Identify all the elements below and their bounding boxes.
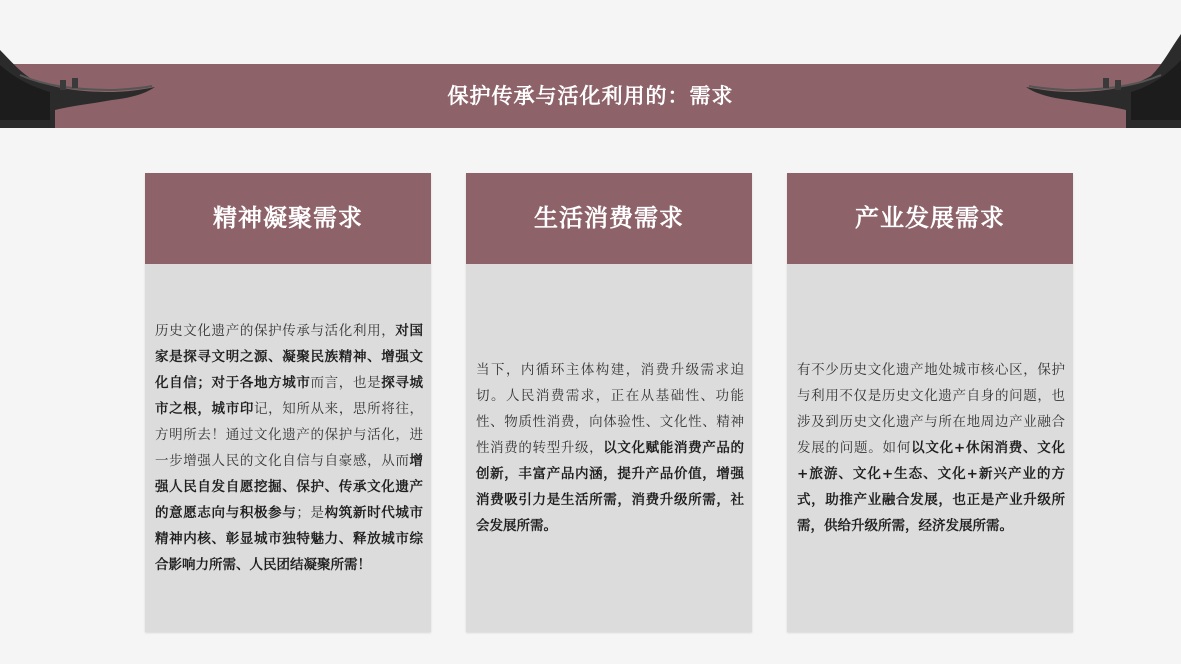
card-title: 精神凝聚需求 (145, 173, 431, 264)
card-title: 产业发展需求 (787, 173, 1073, 264)
card-text (155, 318, 423, 578)
text-segment: 有不少历史文化遗产地处城市核心区，保护与利用不仅是历史文化遗产自身的问题，也涉及到历史文化遗产与所在地周边产业融合发展的问题。如何 (797, 362, 1065, 456)
bold-text-segment: 以文化赋能消费产品的创新，丰富产品内涵，提升产品价值，增强消费吸引力是生活所需，消费升级所需，社会发展所需。 (476, 440, 744, 534)
card-body (155, 264, 423, 632)
bold-text-segment: 构筑新时代城市精神内核、彰显城市独特魅力、释放城市综合影响力所需、人民团结凝聚所需！ (155, 505, 424, 573)
card-body (797, 264, 1065, 632)
card-text (476, 357, 744, 539)
bold-text-segment: 增强人民自发自愿挖掘、保护、传承文化遗产的意愿志向与积极参与 (155, 453, 423, 521)
card-text (797, 357, 1065, 539)
text-segment: 记，知所从来，思所将往，方明所去！通过文化遗产的保护与活化，进一步增强人民的文化自信与自豪感，从而 (155, 401, 424, 469)
card-spiritual-demand (145, 173, 431, 632)
card-industry-demand (787, 173, 1073, 632)
text-segment: 而言，也是 (310, 375, 382, 391)
text-segment: 历史文化遗产的保护传承与活化利用， (155, 323, 396, 339)
bold-text-segment: 以文化+休闲消费、文化+旅游、文化+生态、文化+新兴产业的方式，助推产业融合发展，也正是产业升级所需，供给升级所需，经济发展所需。 (797, 440, 1066, 534)
card-title: 生活消费需求 (466, 173, 752, 264)
card-consumption-demand (466, 173, 752, 632)
text-segment: 当下，内循环主体构建，消费升级需求迫切。人民消费需求，正在从基础性、功能性、物质性消费，向体验性、文化性、精神性消费的转型升级， (476, 362, 744, 456)
card-body (476, 264, 744, 632)
text-segment: ；是 (296, 505, 325, 521)
bold-text-segment: 探寻城市之根，城市印 (155, 375, 424, 417)
bold-text-segment: 对国家是探寻文明之源、凝聚民族精神、增强文化自信；对于各地方城市 (155, 323, 424, 391)
page-title: 保护传承与活化利用的：需求 (447, 84, 734, 108)
